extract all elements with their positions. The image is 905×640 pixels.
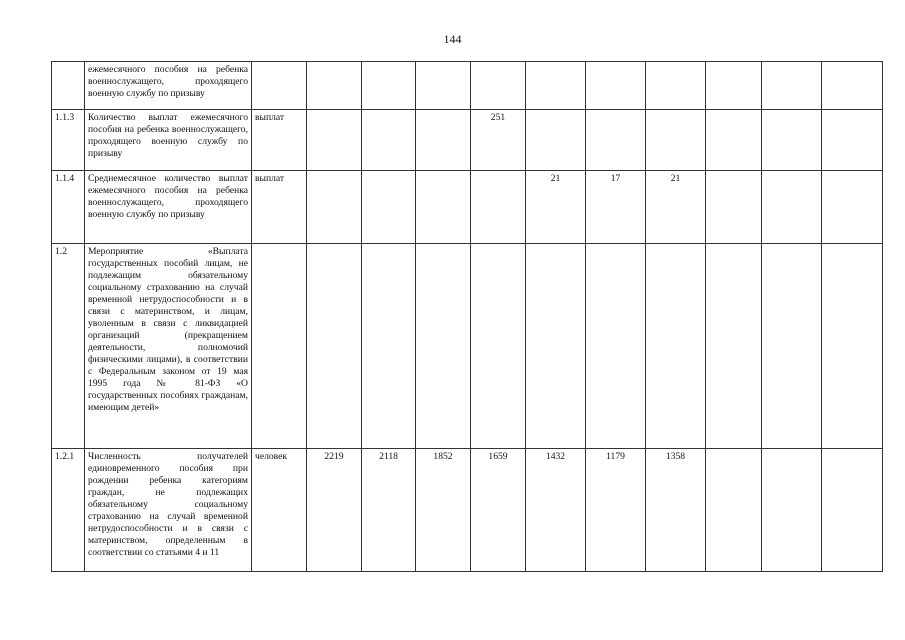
- page-number: 144: [443, 32, 462, 46]
- value-cell: [307, 171, 362, 244]
- value-cell: [526, 62, 586, 110]
- table-row: [52, 62, 883, 110]
- table-row: [52, 244, 883, 449]
- value-cell: [307, 62, 362, 110]
- value-cell: [706, 449, 762, 572]
- value-cell: 2219: [307, 449, 362, 572]
- table-row: [52, 171, 883, 244]
- value-cell: [706, 244, 762, 449]
- value-cell: 1659: [471, 449, 526, 572]
- row-description: ежемесячного пособия на ребенка военнослужащего, проходящего военную службу по призыву: [85, 62, 252, 110]
- row-number: [52, 62, 85, 110]
- value-cell: [471, 62, 526, 110]
- value-cell: [586, 110, 646, 171]
- value-cell: [762, 449, 822, 572]
- value-cell: [822, 171, 883, 244]
- row-unit: [252, 244, 307, 449]
- value-cell: 1358: [646, 449, 706, 572]
- table-row: [52, 110, 883, 171]
- value-cell: [307, 110, 362, 171]
- value-cell: [646, 110, 706, 171]
- value-cell: 1852: [416, 449, 471, 572]
- table-row: [52, 449, 883, 572]
- value-cell: [416, 244, 471, 449]
- value-cell: [762, 62, 822, 110]
- value-cell: [416, 171, 471, 244]
- value-cell: 1432: [526, 449, 586, 572]
- value-cell: [762, 171, 822, 244]
- row-number: 1.2: [52, 244, 85, 449]
- value-cell: [762, 110, 822, 171]
- row-description: Количество выплат ежемесячного пособия на ребенка военнослужащего, проходящего военную службу по призыву: [85, 110, 252, 171]
- value-cell: 1179: [586, 449, 646, 572]
- value-cell: [586, 62, 646, 110]
- value-cell: [822, 244, 883, 449]
- value-cell: [471, 244, 526, 449]
- value-cell: [362, 171, 416, 244]
- value-cell: [646, 62, 706, 110]
- row-description: Численность получателей единовременного пособия при рождении ребенка категориям граждан, не подлежащих обязательному социальному страхованию на случай временной нетрудоспособности и в связи с материнством, определенным в соответствии со статьями 4 и 11: [85, 449, 252, 572]
- table-body: [52, 62, 883, 572]
- value-cell: [471, 171, 526, 244]
- row-number: 1.2.1: [52, 449, 85, 572]
- value-cell: 2118: [362, 449, 416, 572]
- value-cell: [416, 110, 471, 171]
- value-cell: [362, 244, 416, 449]
- row-unit: человек: [252, 449, 307, 572]
- value-cell: [822, 449, 883, 572]
- value-cell: [526, 110, 586, 171]
- value-cell: [822, 62, 883, 110]
- value-cell: [646, 244, 706, 449]
- indicator-table: [51, 61, 883, 572]
- value-cell: [526, 244, 586, 449]
- value-cell: [706, 110, 762, 171]
- value-cell: [362, 110, 416, 171]
- row-number: 1.1.3: [52, 110, 85, 171]
- value-cell: [362, 62, 416, 110]
- value-cell: 21: [646, 171, 706, 244]
- value-cell: [706, 62, 762, 110]
- value-cell: [416, 62, 471, 110]
- value-cell: 251: [471, 110, 526, 171]
- row-description: Среднемесячное количество выплат ежемесячного пособия на ребенка военнослужащего, проходящего военную службу по призыву: [85, 171, 252, 244]
- value-cell: 21: [526, 171, 586, 244]
- value-cell: [307, 244, 362, 449]
- row-number: 1.1.4: [52, 171, 85, 244]
- row-unit: выплат: [252, 171, 307, 244]
- value-cell: [762, 244, 822, 449]
- value-cell: [706, 171, 762, 244]
- row-description: Мероприятие «Выплата государственных пособий лицам, не подлежащим обязательному социальному страхованию на случай временной нетрудоспособности и в связи с материнством, и лицам, уволенным в связи с ликвидацией организаций (прекращением деятельности, полномочий физическими лицами), в соответствии с Федеральным законом от 19 мая 1995 года № 81-ФЗ «О государственных пособиях гражданам, имеющим детей»: [85, 244, 252, 449]
- value-cell: [822, 110, 883, 171]
- row-unit: выплат: [252, 110, 307, 171]
- row-unit: [252, 62, 307, 110]
- value-cell: [586, 244, 646, 449]
- value-cell: 17: [586, 171, 646, 244]
